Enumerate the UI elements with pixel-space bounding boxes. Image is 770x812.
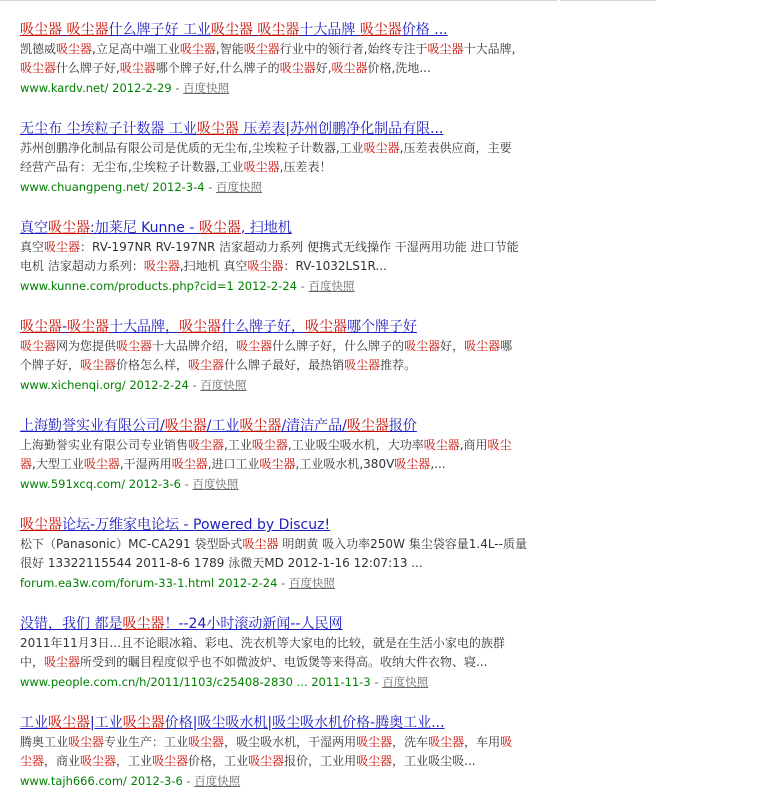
result-url-line	[20, 771, 560, 791]
result-url-line	[20, 177, 560, 197]
text-run: 无尘布 尘埃粒子计数器 工业	[20, 121, 197, 137]
keyword-highlight: 吸尘器	[116, 339, 153, 353]
text-run: 论坛-万维家电论坛 - Powered by Discuz!	[62, 517, 331, 533]
keyword-highlight: 吸尘器	[179, 319, 222, 335]
text-run: ，洗车	[392, 735, 429, 749]
result-date: 2012-2-24	[217, 576, 278, 590]
snippet-line	[20, 653, 560, 672]
keyword-highlight: 吸尘器	[20, 319, 62, 335]
keyword-highlight: 吸尘器	[56, 42, 93, 56]
keyword-highlight: 吸尘器	[164, 418, 207, 434]
text-run: 什么牌子最好，最热销	[224, 358, 345, 372]
result-url-line	[20, 78, 560, 98]
cache-link[interactable]: 百度快照	[200, 378, 247, 392]
text-run: ：RV-1032LS1R...	[283, 259, 387, 273]
separator: -	[208, 180, 217, 194]
result-date: 2012-3-6	[128, 477, 181, 491]
result-date: 2012-2-24	[237, 279, 297, 293]
text-run: ，工业	[116, 754, 153, 768]
keyword-highlight: 吸尘器	[359, 22, 402, 38]
text-run: /工业	[206, 418, 240, 434]
result-title-link[interactable]	[20, 317, 560, 337]
text-run: 好,	[315, 61, 332, 75]
text-run: 价格|吸尘吸水机|吸尘吸水机价格-腾奥工业...	[164, 715, 445, 731]
search-result	[20, 119, 560, 197]
text-run: 个牌子好，	[20, 358, 81, 372]
text-run: ,商用	[459, 438, 488, 452]
text-run: 中，	[20, 655, 45, 669]
keyword-highlight: 吸尘器	[198, 220, 241, 236]
text-run: 十大品牌介绍，	[152, 339, 237, 353]
text-run: ，吸尘吸水机，干湿两用	[224, 735, 357, 749]
keyword-highlight: 吸尘器	[257, 22, 300, 38]
text-run: /清洁产品/	[281, 418, 347, 434]
keyword-highlight: 吸尘器	[179, 42, 216, 56]
keyword-highlight: 吸尘器	[305, 319, 348, 335]
snippet-line	[20, 257, 560, 276]
keyword-highlight: 吸尘器	[259, 457, 296, 471]
text-run: 明朗黄 吸入功率250W 集尘袋容量1.4L--质量	[278, 537, 527, 551]
text-run: 什么牌子好，什么牌子的	[272, 339, 405, 353]
text-run: 凯德威	[20, 42, 57, 56]
text-run: ：RV-197NR RV-197NR 洁家超动力系列 便携式无线操作 干湿两用功能 进口节能	[80, 240, 519, 254]
text-run: 工业	[20, 715, 48, 731]
snippet-line	[20, 752, 560, 771]
result-snippet	[20, 535, 560, 573]
keyword-highlight: 吸尘器	[196, 121, 239, 137]
text-run: 价格，工业	[188, 754, 249, 768]
snippet-line	[20, 238, 560, 257]
snippet-line	[20, 40, 560, 59]
keyword-highlight: 吸尘器	[122, 715, 165, 731]
text-run: ,进口工业	[207, 457, 260, 471]
snippet-line	[20, 733, 560, 752]
cache-link[interactable]: 百度快照	[183, 81, 230, 95]
result-url: www.chuangpeng.net/	[20, 180, 149, 194]
keyword-highlight: 吸尘器	[68, 735, 105, 749]
search-result	[20, 317, 560, 395]
keyword-highlight: 吸尘器	[20, 22, 62, 38]
keyword-highlight: 吸尘器	[20, 517, 62, 533]
keyword-highlight: 吸尘器	[188, 438, 225, 452]
result-title-link[interactable]	[20, 713, 560, 733]
text-run: ,压差表！	[279, 160, 332, 174]
snippet-line	[20, 139, 560, 158]
text-run: 价格 ...	[401, 22, 448, 38]
snippet-line	[20, 59, 560, 78]
result-url: www.people.com.cn/h/2011/1103/c25408-2830 ...	[20, 675, 308, 689]
result-snippet	[20, 139, 560, 177]
keyword-highlight: 吸尘器	[80, 754, 117, 768]
text-run: 哪个牌子好	[347, 319, 418, 335]
cache-link[interactable]: 百度快照	[192, 477, 239, 491]
text-run: 2011年11月3日...且不论眼冰箱、彩电、洗衣机等大家电的比较，就是在生活小家电的族群	[20, 636, 505, 650]
keyword-highlight: 吸尘器	[331, 61, 368, 75]
text-run: ,立足高中端工业	[92, 42, 180, 56]
text-run: 好，	[440, 339, 465, 353]
keyword-highlight: 吸尘器	[356, 735, 393, 749]
separator: -	[175, 81, 184, 95]
text-run: ,工业	[224, 438, 252, 452]
keyword-highlight: 吸尘器	[344, 358, 381, 372]
text-run: 推荐。	[380, 358, 417, 372]
text-run: 什么牌子好，	[221, 319, 306, 335]
keyword-highlight: 吸尘器	[44, 655, 81, 669]
keyword-highlight: 吸尘器	[210, 22, 253, 38]
keyword-highlight: 吸尘器	[20, 339, 57, 353]
result-url: www.tajh666.com/	[20, 774, 127, 788]
cache-link[interactable]: 百度快照	[194, 774, 241, 788]
keyword-highlight: 吸尘器	[122, 616, 165, 632]
keyword-highlight: 尘器	[20, 754, 45, 768]
result-snippet	[20, 40, 560, 78]
keyword-highlight: 吸尘	[487, 438, 512, 452]
keyword-highlight: 吸尘器	[243, 160, 280, 174]
top-divider-right	[560, 0, 656, 1]
text-run: 十大品牌,	[463, 42, 516, 56]
keyword-highlight: 吸尘器	[48, 220, 90, 236]
text-run: ,干湿两用	[119, 457, 172, 471]
result-title-link[interactable]	[20, 416, 560, 436]
result-url: forum.ea3w.com/forum-33-1.html	[20, 576, 215, 590]
result-date: 2012-2-24	[129, 378, 189, 392]
snippet-line	[20, 634, 560, 653]
cache-link[interactable]: 百度快照	[288, 576, 335, 590]
search-results	[20, 20, 560, 812]
keyword-highlight: 吸尘器	[356, 754, 393, 768]
keyword-highlight: 吸尘器	[423, 438, 460, 452]
cache-link[interactable]: 百度快照	[382, 675, 429, 689]
text-run: ,智能	[215, 42, 244, 56]
text-run: ,压差表供应商，主要	[399, 141, 512, 155]
text-run: ！--24小时滚动新闻--人民网	[164, 616, 343, 632]
result-date: 2011-11-3	[311, 675, 371, 689]
snippet-line	[20, 158, 560, 177]
result-url: www.xichenqi.org/	[20, 378, 126, 392]
text-run: 专业生产：工业	[104, 735, 189, 749]
text-run: 没错，我们 都是	[20, 616, 123, 632]
result-title-link[interactable]	[20, 20, 560, 40]
result-url-line	[20, 375, 560, 395]
text-run: ，商业	[44, 754, 81, 768]
text-run: 压差表|苏州创鹏净化制品有限...	[238, 121, 444, 137]
keyword-highlight: 吸尘器	[188, 358, 225, 372]
text-run: 真空	[20, 240, 45, 254]
keyword-highlight: 吸尘器	[248, 754, 285, 768]
text-run: ,工业吸尘吸水机，大功率	[287, 438, 424, 452]
text-run: 哪	[500, 339, 513, 353]
text-run: ,工业吸水机,380V	[295, 457, 395, 471]
text-run: 真空	[20, 220, 48, 236]
text-run: 价格,洗地...	[367, 61, 431, 75]
text-run: 上海勤誉实业有限公司/	[20, 418, 165, 434]
text-run: 十大品牌，	[109, 319, 180, 335]
text-run: 所受到的瞩目程度似乎也不如微波炉、电饭煲等来得高。收纳大件衣物、寝...	[80, 655, 488, 669]
text-run: 苏州创鹏净化制品有限公司是优质的无尘布,尘埃粒子计数器,工业	[20, 141, 364, 155]
result-snippet	[20, 337, 560, 375]
snippet-line	[20, 356, 560, 375]
search-result	[20, 218, 560, 296]
text-run: 上海勤誉实业有限公司专业销售	[20, 438, 189, 452]
keyword-highlight: 吸尘器	[243, 42, 280, 56]
keyword-highlight: 吸尘器	[464, 339, 501, 353]
result-url: www.kunne.com/products.php?cid=1	[20, 279, 234, 293]
text-run: 报价	[388, 418, 417, 434]
keyword-highlight: 吸尘器	[428, 735, 465, 749]
text-run: 腾奥工业	[20, 735, 69, 749]
snippet-line	[20, 337, 560, 356]
text-run: 电机 洁家超动力系列：	[20, 259, 144, 273]
keyword-highlight: 吸尘器	[279, 61, 316, 75]
result-url-line	[20, 474, 560, 494]
keyword-highlight: 吸尘器	[66, 22, 109, 38]
top-divider	[0, 0, 770, 2]
snippet-line	[20, 535, 560, 554]
result-title-link[interactable]	[20, 119, 560, 139]
separator: -	[186, 774, 195, 788]
text-run: |工业	[90, 715, 123, 731]
keyword-highlight: 吸尘器	[119, 61, 156, 75]
result-url-line	[20, 276, 560, 296]
text-run: 报价，工业用	[284, 754, 357, 768]
text-run: 什么牌子好,	[56, 61, 120, 75]
text-run: 十大品牌	[299, 22, 360, 38]
text-run: 价格怎么样，	[116, 358, 189, 372]
result-title-link[interactable]	[20, 515, 560, 535]
text-run: 很好 13322115544 2011-8-6 1789 泳微天MD 2012-1-16 12:07:13 ...	[20, 556, 423, 570]
keyword-highlight: 吸尘器	[251, 438, 288, 452]
keyword-highlight: 吸尘器	[67, 319, 110, 335]
result-snippet	[20, 436, 560, 474]
result-date: 2012-2-29	[112, 81, 172, 95]
separator: -	[281, 576, 289, 590]
text-run: 行业中的领行者,始终专注于	[279, 42, 428, 56]
snippet-line	[20, 436, 560, 455]
keyword-highlight: 吸尘器	[404, 339, 441, 353]
result-title-link[interactable]	[20, 614, 560, 634]
result-url: www.kardv.net/	[20, 81, 109, 95]
text-run: ，车用	[464, 735, 501, 749]
keyword-highlight: 吸尘器	[143, 259, 180, 273]
text-run: ，工业吸尘吸...	[392, 754, 476, 768]
text-run: ,...	[430, 457, 446, 471]
snippet-line	[20, 554, 560, 573]
keyword-highlight: 吸尘器	[247, 259, 284, 273]
result-url-line	[20, 672, 560, 692]
keyword-highlight: 吸尘器	[188, 735, 225, 749]
snippet-line	[20, 455, 560, 474]
result-snippet	[20, 634, 560, 672]
text-run: , 扫地机	[240, 220, 292, 236]
top-divider-left	[0, 0, 557, 1]
result-date: 2012-3-6	[130, 774, 183, 788]
result-snippet	[20, 238, 560, 276]
keyword-highlight: 吸尘器	[346, 418, 389, 434]
result-title-link[interactable]	[20, 218, 560, 238]
keyword-highlight: 吸尘器	[44, 240, 81, 254]
keyword-highlight: 吸尘器	[48, 715, 90, 731]
text-run: 什么牌子好 工业	[108, 22, 211, 38]
keyword-highlight: 吸尘器	[80, 358, 117, 372]
text-run: ,扫地机 真空	[179, 259, 248, 273]
text-run: 网为您提供	[56, 339, 117, 353]
cache-link[interactable]: 百度快照	[308, 279, 355, 293]
text-run: ,大型工业	[32, 457, 84, 471]
keyword-highlight: 吸尘器	[239, 418, 282, 434]
keyword-highlight: 器	[20, 457, 33, 471]
keyword-highlight: 吸尘器	[242, 537, 279, 551]
cache-link[interactable]: 百度快照	[216, 180, 263, 194]
keyword-highlight: 吸尘器	[427, 42, 464, 56]
text-run: 松下（Panasonic）MC-CA291 袋型卧式	[20, 537, 243, 551]
text-run: :加莱尼 Kunne -	[90, 220, 199, 236]
separator: -	[300, 279, 309, 293]
keyword-highlight: 吸尘器	[20, 61, 57, 75]
keyword-highlight: 吸尘器	[363, 141, 400, 155]
text-run: 哪个牌子好,什么牌子的	[155, 61, 280, 75]
search-result	[20, 20, 560, 98]
keyword-highlight: 吸尘器	[152, 754, 189, 768]
keyword-highlight: 吸	[500, 735, 513, 749]
search-result	[20, 614, 560, 692]
keyword-highlight: 吸尘器	[236, 339, 273, 353]
separator: -	[184, 477, 193, 491]
search-result	[20, 713, 560, 791]
text-run: -	[62, 319, 68, 335]
separator: -	[192, 378, 201, 392]
keyword-highlight: 吸尘器	[83, 457, 120, 471]
separator: -	[374, 675, 383, 689]
keyword-highlight: 吸尘器	[171, 457, 208, 471]
result-url: www.591xcq.com/	[20, 477, 126, 491]
text-run: 经营产品有：无尘布,尘埃粒子计数器,工业	[20, 160, 244, 174]
result-snippet	[20, 733, 560, 771]
result-url-line	[20, 573, 560, 593]
keyword-highlight: 吸尘器	[394, 457, 431, 471]
search-result	[20, 416, 560, 494]
search-result	[20, 515, 560, 593]
result-date: 2012-3-4	[152, 180, 205, 194]
